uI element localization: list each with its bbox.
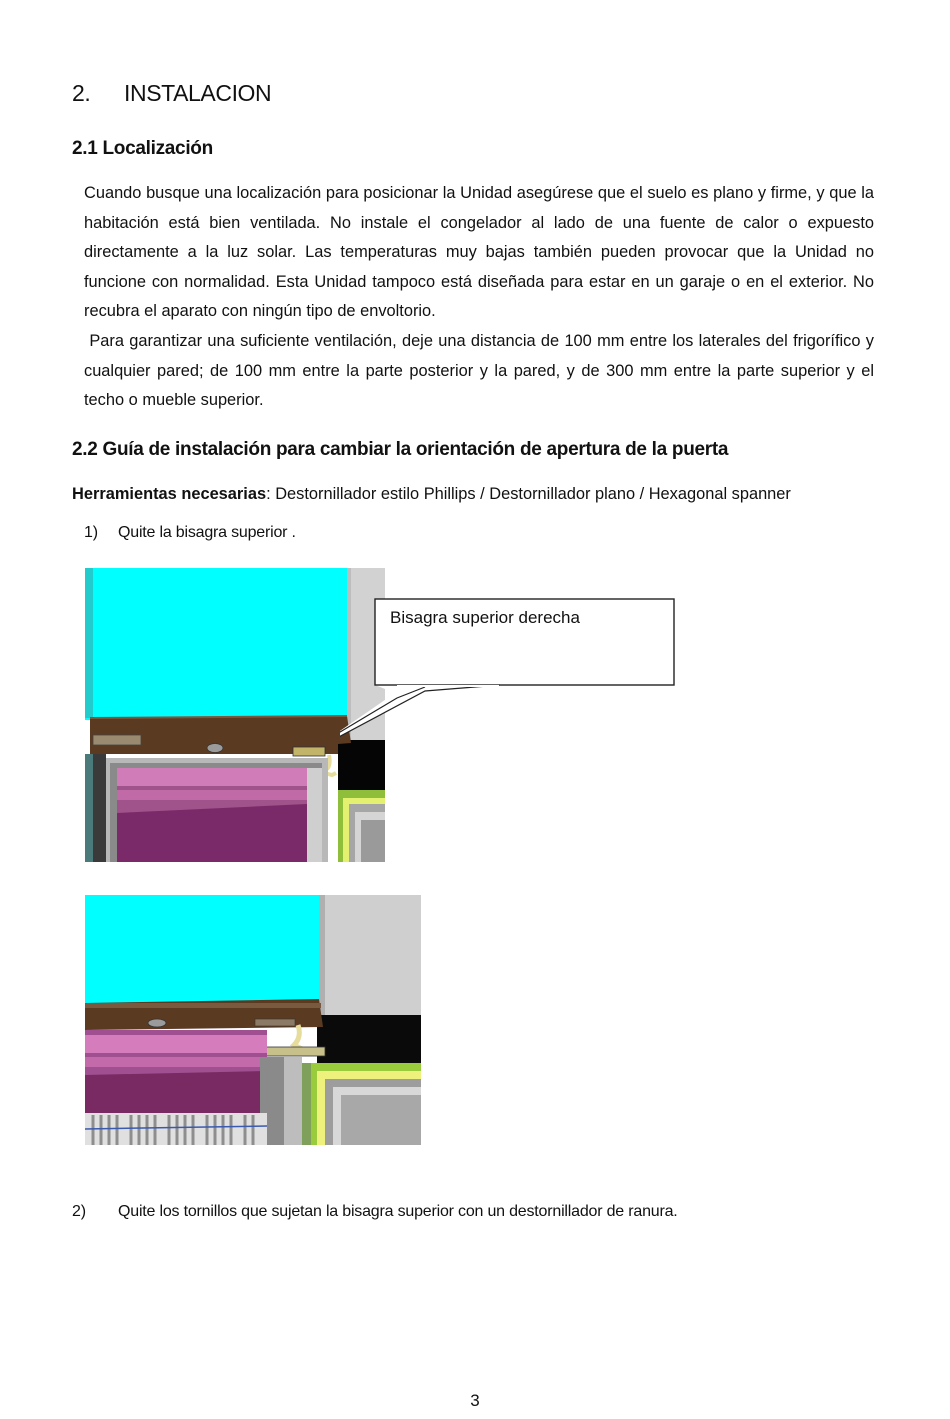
- section-number: 2.: [72, 80, 91, 106]
- callout-label: Bisagra superior derecha: [390, 608, 580, 627]
- page-number: 3: [470, 1391, 480, 1410]
- step-2-text: Quite los tornillos que sujetan la bisagra superior con un destornillador de ranura.: [118, 1203, 678, 1220]
- step-2-number: 2): [72, 1203, 86, 1220]
- step-1: [84, 524, 296, 542]
- subsection-title-door-reversal: 2.2 Guía de instalación para cambiar la orientación de apertura de la puerta: [72, 439, 729, 460]
- step-2: [72, 1203, 678, 1221]
- section-title: INSTALACION: [124, 80, 272, 106]
- section-heading: [72, 80, 271, 107]
- tools-required: [72, 485, 791, 504]
- paragraph-location: Cuando busque una localización para posicionar la Unidad asegúrese que el suelo es plano y firme, y que la habitación está bien ventilada. No instale el congelador al lado de una fuente de calor o expuesto directamente a la luz solar. Las temperaturas muy bajas también pueden provocar que la Unidad no funcione con normalidad. Esta Unidad tampoco está diseñada para estar en un garaje o en el exterior. No recubra el aparato con ningún tipo de envoltorio.: [84, 184, 874, 321]
- subsection-title-localizacion: 2.1 Localización: [72, 138, 213, 159]
- tools-list: : Destornillador estilo Phillips / Destornillador plano / Hexagonal spanner: [266, 485, 791, 503]
- paragraph-ventilation: Para garantizar una suficiente ventilación, deje una distancia de 100 mm entre los laterales del frigorífico y cualquier pared; de 100 mm entre la parte posterior y la pared, y de 300 mm entre la parte superior y el techo o mueble superior.: [84, 332, 879, 410]
- step-1-number: 1): [84, 524, 98, 541]
- hinge-figure-2: [85, 895, 421, 1145]
- step-1-text: Quite la bisagra superior .: [118, 524, 296, 541]
- tools-label: Herramientas necesarias: [72, 485, 267, 503]
